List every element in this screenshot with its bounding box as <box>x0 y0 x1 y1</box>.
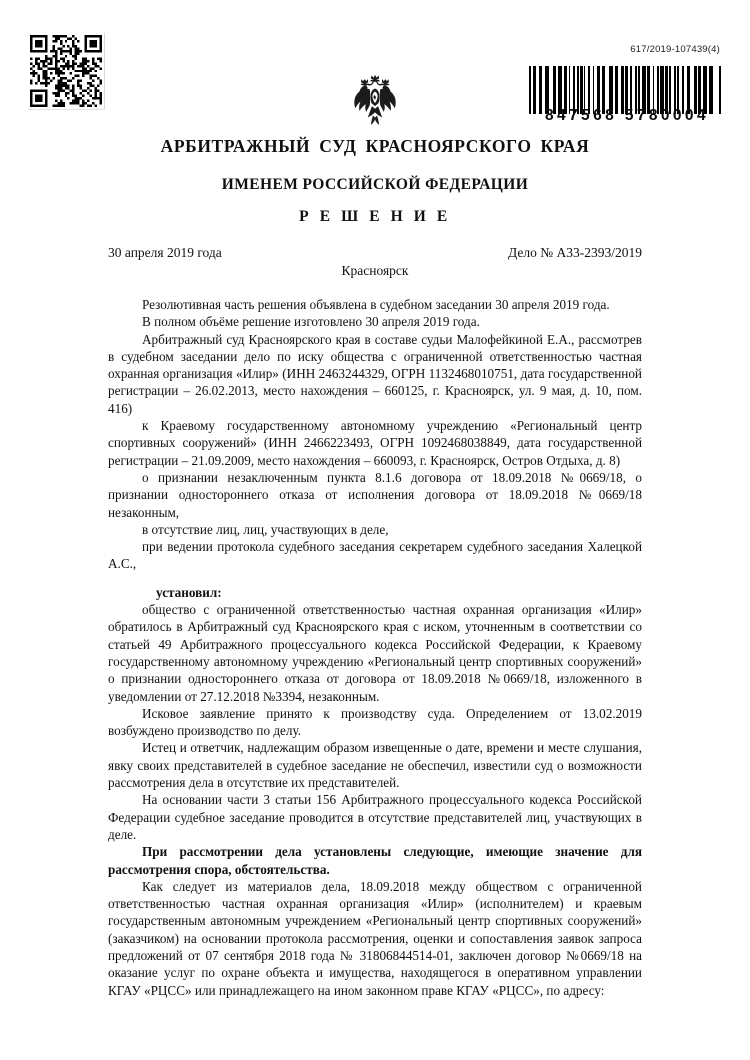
decision-title: Р Е Ш Е Н И Е <box>299 208 451 225</box>
city-name: Красноярск <box>341 263 409 278</box>
established-heading: установил: <box>156 584 222 600</box>
paragraph-plaintiff-filed-claim: общество с ограниченной ответственностью частная охранная организация «Илир» обратилось в Арбитражный суд Красноярского края с иском, уточненным в соответствии со статьей 49 Арбитражного процессуального кодекса Российской Федерации, к Краевому государственному автономному учреждению «Региональный центр спортивных сооружений» о признании одностороннего отказа от договора от 18.09.2018 №0669/18, изложенного в уведомлении от 27.12.2018 №3394, незаконным. <box>108 602 642 704</box>
paragraph-absence-of-parties: в отсутствие лиц, лиц, участвующих в деле, <box>142 521 389 537</box>
paragraph-case-materials-contract: Как следует из материалов дела, 18.09.2018 между обществом с ограниченной ответственностью частная охранная организация «Илир» (исполнителем) и краевым государственным автономным учреждением «Региональный центр спортивных сооружений» (заказчиком) на основании протокола рассмотрения, оценки и сопоставления заявок запроса предложений от 07 сентября 2018 года № 31806844514-01, заключен договор №0669/18 на оказание услуг по охране объекта и имущества, находящегося в оперативном управлении КГАУ «РЦСС» или принадлежащего на ином законном праве КГАУ «РЦСС», по адресу: <box>108 878 642 998</box>
paragraph-full-text-produced: В полном объёме решение изготовлено 30 апреля 2019 года. <box>142 314 480 330</box>
paragraph-resolutive-announced: Резолютивная часть решения объявлена в судебном заседании 30 апреля 2019 года. <box>142 297 610 312</box>
paragraph-court-composition-plaintiff: Арбитражный суд Красноярского края в составе судьи Малофейкиной Е.А., рассмотрев в судебном заседании дело по иску общества с ограниченной ответственностью частная охранная организация «Илир» (ИНН 2463244329, ОГРН 1132468010751, дата государственной регистрации – 26.02.2013, место нахождения – 660125, г. Красноярск, ул. 9 мая, д. 10, пом. 416) <box>108 331 642 416</box>
barcode-digits: 847568 5780004 <box>545 107 709 124</box>
barcode <box>529 66 722 124</box>
qr-code-icon <box>28 33 105 110</box>
paragraph-circumstances-heading: При рассмотрении дела установлены следующие, имеющие значение для рассмотрения спора, обстоятельства. <box>108 844 642 877</box>
paragraph-article-156-basis: На основании части 3 статьи 156 Арбитражного процессуального кодекса Российской Федерации судебное заседание проводится в отсутствие представителей лиц, участвующих в деле. <box>108 792 642 842</box>
paragraph-claim-subject: о признании незаключенным пункта 8.1.6 договора от 18.09.2018 №0669/18, о признании одностороннего отказа от исполнения договора от 18.09.2018 №0669/18 незаконным, <box>108 469 642 520</box>
paragraph-defendant: к Краевому государственному автономному учреждению «Региональный центр спортивных сооружений» (ИНН 2466223493, ОГРН 1092468038849, дата государственной регистрации – 21.09.2009, место нахождения – 660093, г. Красноярск, Остров Отдыха, д. 8) <box>108 418 642 468</box>
document-reference-number: 617/2019-107439(4) <box>630 44 720 55</box>
russian-coat-of-arms-icon <box>349 74 401 130</box>
decision-meta-row <box>108 245 642 261</box>
decision-body <box>108 296 642 999</box>
in-name-of-rf-title: ИМЕНЕМ РОССИЙСКОЙ ФЕДЕРАЦИИ <box>221 176 529 193</box>
paragraph-parties-notified: Истец и ответчик, надлежащим образом извещенные о дате, времени и месте слушания, явку своих представителей в судебное заседание не обеспечил, известили суд о возможности рассмотрения дела в отсутствие их представителей. <box>108 740 642 791</box>
document-header <box>0 0 750 140</box>
case-number: Дело № А33-2393/2019 <box>508 245 642 260</box>
paragraph-claim-accepted: Исковое заявление принято к производству суда. Определением от 13.02.2019 возбуждено производство по делу. <box>108 705 642 739</box>
decision-date: 30 апреля 2019 года <box>108 245 222 260</box>
court-name-title: АРБИТРАЖНЫЙ СУД КРАСНОЯРСКОГО КРАЯ <box>160 136 590 156</box>
paragraph-protocol-secretary: при ведении протокола судебного заседания секретарем судебного заседания Халецкой А.С., <box>108 539 642 572</box>
